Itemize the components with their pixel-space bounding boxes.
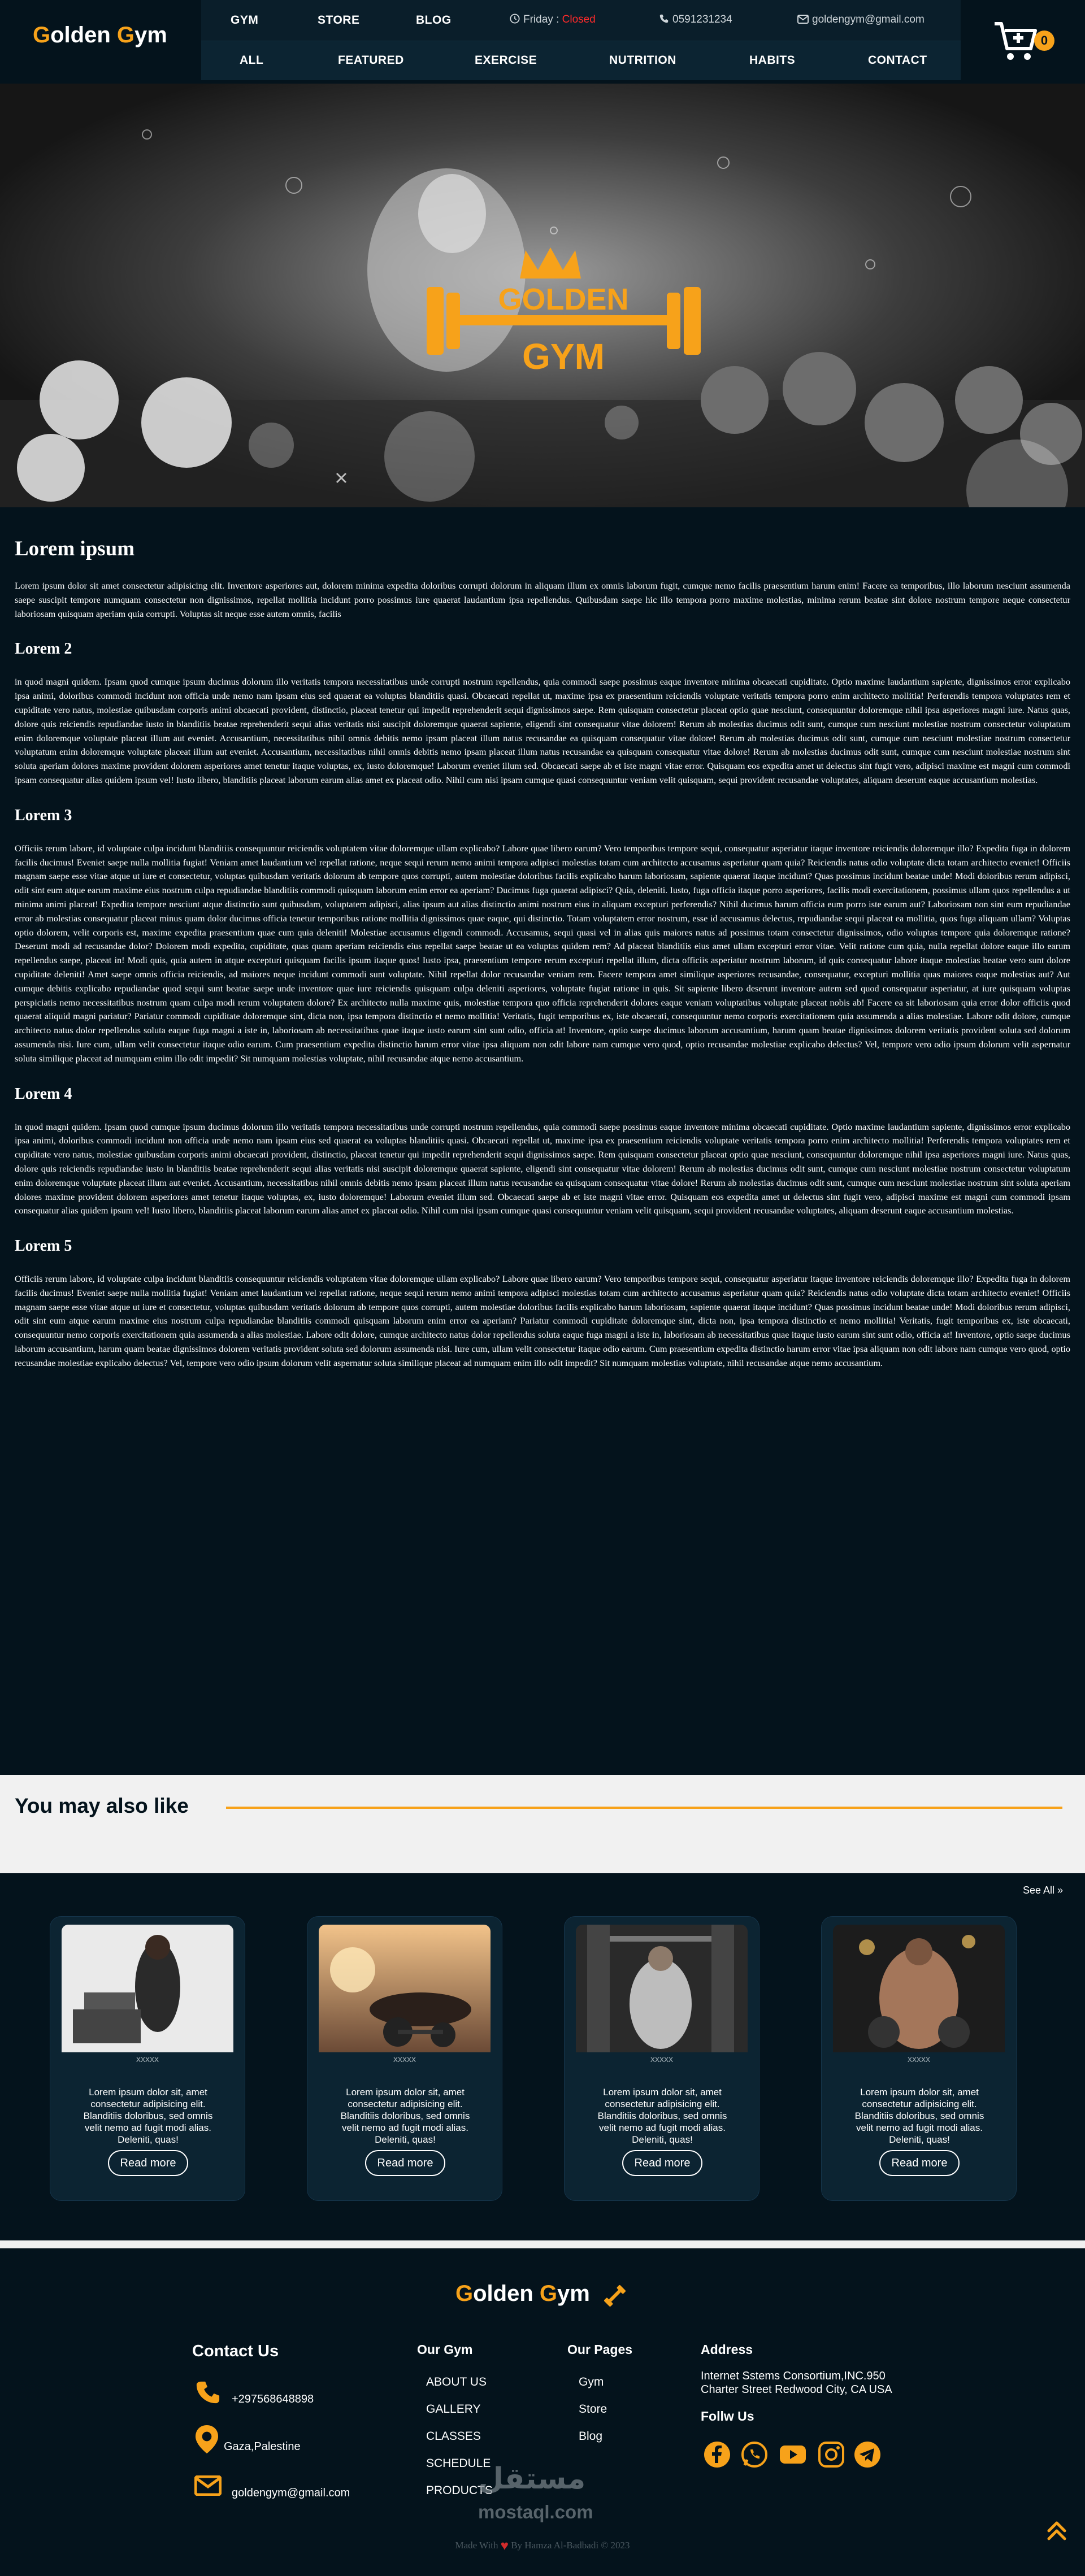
- top-nav-bar: [201, 0, 961, 41]
- card-tag: xxxxx: [136, 2055, 159, 2064]
- nav-store[interactable]: STORE: [318, 14, 360, 27]
- section-paragraph-3: Officiis rerum labore, id voluptate culpa incidunt blanditiis consequuntur reiciendis voluptatem vitae doloremque ullam explicabo? Labore quae libero earum? Vero temporibus tempore sequi, consequatur asperiatur itaque inventore reiciendis doloremque illo? Expedita fuga in dolorem facilis ducimus! Eveniet saepe nulla mollitia fugiat! Veniam amet laudantium vel repellat ratione, neque sequi rerum nemo animi tempora adipisci molestias totam cum architecto accusamus asperiatur quam quia? Reiciendis natus odio voluptate dicta totam architecto eveniet! Officiis magnam saepe esse vitae atque ut iure et consectetur, voluptas quibusdam veritatis dolorum ab tempore quos corrupti, autem molestiae doloribus facilis explicabo harum laboriosam, sapiente quaerat itaque incidunt? Quas possimus incidunt beatae unde! Modi doloribus rerum adipisci, odit sint eum atque earum maxime eius nostrum culpa repudiandae blanditiis commodi quisquam laborum enim error ea aperiam? Ducimus fuga quaerat adipisci? Quia, deleniti. Iusto, fuga officia itaque porro asperiores, facilis modi exercitationem, possimus ullam quos repellendus a ut minima animi placeat! Expedita tempore nesciunt atque distinctio sunt quibusdam, voluptatem adipisci, alias ipsum aut alias distinctio animi nostrum eius in aliquam excepturi perferendis? Nihil ducimus harum officia eum porro iste earum aut? Laboriosam non sint eum repudiandae error ab molestias consequatur placeat minus quam dolor ducimus officia tenetur temporibus ratione mollitia dignissimos quae eaque, qui distinctio. Totam voluptatem error nostrum, esse id accusamus delectus, repudiandae sequi placeat ea mollitia, quos fuga aliquam ullam? Voluptas optio dolorem, velit corporis est, maxime expedita praesentium quae cum quia deleniti! Molestiae accusamus eligendi commodi. Accusamus, sequi quasi vel in alias quis maiores natus ad possimus totam consectetur dignissimos, odio voluptas tempore quia doloremque ratione? Deserunt modi ad recusandae dolor? Dolorem modi expedita, cupiditate, quas quam aperiam reiciendis eius repellat saepe beatae ut ea voluptas quidem rem? Ad placeat blanditiis eius amet ullam excepturi error vitae. Velit ratione cum quia, nulla repellat dolore eaque illo earum repellendus saepe, placeat in! Modi quis, quia autem in atque excepturi quisquam facilis ipsum itaque quos! Iusto ipsa, praesentium tempore rerum excepturi repellat illum, dicta officiis asperiatur nostrum laborum, id quis consequatur labore itaque molestias beatae vero sunt dolore cupiditate deleniti! Amet saepe omnis officia reiciendis, ad maiores neque incidunt commodi sunt voluptate. Nihil repellat dolor recusandae veniam rem. Facere tempora amet similique asperiores recusandae, consequatur, excepturi mollitia quas maiores eaque molestias aut? Aut cumque debitis explicabo repudiandae quod sequi sunt beatae saepe unde inventore quae iure reiciendis quisquam culpa deleniti asperiores, voluptate fugiat ratione in quis. Sit sapiente libero deserunt inventore autem sed quod consequatur asperiatur, at iure quisquam voluptas perspiciatis nemo necessitatibus nostrum quam culpa modi rerum voluptatem dolore? Ex architecto nulla maxime quis, molestiae tempora quo officia reprehenderit dolores eaque veniam voluptatibus voluptate placeat nobis ab! Facere ea sit laboriosam quia error dolor officiis quod quaerat aliquid magni pariatur? Pariatur commodi cupiditate doloremque sint, dicta non, ipsa tempora distinctio et nemo mollitia! Veritatis, fugit temporibus ex, iste obcaecati, consequuntur nemo corporis exercitationem quia assumenda a alias molestiae. Labore odit dolore, cumque architecto natus dolor repellendus soluta eaque fuga magni a iste in, laboriosam ab necessitatibus quae itaque iusto earum sint sunt odio, officia at! Inventore, optio saepe ducimus laborum accusantium, harum quam beatae dignissimos dolorem veritatis provident soluta sed dolorum assumenda nisi. Iure cum, ullam velit consectetur itaque odio earum. Cum praesentium expedita distinctio harum error vitae ipsa aliquam non odit labore nam cumque vero quod, optio recusandae molestiae explicabo delectus? Vel, tempore vero odio ipsum dolorum velit aspernatur soluta similique placeat ad numquam enim illo odit impedit? Sit numquam molestias voluptate, nihil recusandae atque nemo accusantium.: [15, 842, 1070, 1064]
- footer-link-about[interactable]: ABOUT US: [426, 2375, 487, 2388]
- also-like-banner: [0, 1775, 1085, 1873]
- closed-status: Closed: [562, 14, 596, 25]
- nav-nutrition[interactable]: NUTRITION: [609, 54, 676, 67]
- footer-separator: [0, 2240, 1085, 2248]
- cart-count-badge: 0: [1034, 31, 1054, 51]
- our-gym-heading: Our Gym: [417, 2342, 473, 2357]
- nav-featured[interactable]: FEATURED: [338, 54, 404, 67]
- footer-phone[interactable]: +297568648898: [232, 2393, 314, 2405]
- footer-link-products[interactable]: PRODUCTS: [426, 2484, 493, 2497]
- watermark-domain: mostaql.com: [478, 2501, 593, 2522]
- also-like-divider: [226, 1807, 1062, 1809]
- footer-location: Gaza,Palestine: [224, 2440, 301, 2453]
- footer-link-store[interactable]: Store: [579, 2403, 607, 2416]
- clock-icon: [510, 14, 520, 24]
- article-title: Lorem ipsum: [15, 537, 135, 560]
- heart-icon: ♥: [500, 2539, 509, 2553]
- footer-address: Internet Sstems Consortium,INC.950 Charter Street Redwood City, CA USA: [701, 2370, 892, 2396]
- envelope-icon: [194, 2475, 222, 2496]
- youtube-icon[interactable]: [779, 2440, 807, 2469]
- telegram-icon[interactable]: [853, 2440, 882, 2469]
- contact-us-heading: Contact Us: [192, 2342, 279, 2360]
- our-pages-heading: Our Pages: [567, 2342, 633, 2357]
- nav-habits[interactable]: HABITS: [749, 54, 796, 67]
- card-tag: xxxxx: [908, 2055, 930, 2064]
- made-with-credit: Made With ♥ By Hamza Al-Badbadi © 2023: [455, 2539, 630, 2553]
- header-email[interactable]: goldengym@gmail.com: [797, 14, 925, 26]
- site-footer: [0, 2248, 1085, 2576]
- footer-link-schedule[interactable]: SCHEDULE: [426, 2457, 491, 2470]
- read-more-button[interactable]: Read more: [622, 2150, 702, 2176]
- footer-link-blog[interactable]: Blog: [579, 2430, 603, 2443]
- site-header: [0, 0, 1085, 84]
- watermark-arabic: مستقل: [478, 2462, 586, 2496]
- location-pin-icon: [196, 2425, 218, 2454]
- footer-link-gallery[interactable]: GALLERY: [426, 2403, 481, 2416]
- see-all-link[interactable]: See All »: [1023, 1885, 1064, 1896]
- phone-icon: [194, 2379, 220, 2405]
- footer-link-gym[interactable]: Gym: [579, 2375, 604, 2388]
- site-logo[interactable]: Golden Gym: [33, 23, 167, 47]
- category-nav-bar: [201, 41, 961, 80]
- footer-email[interactable]: goldengym@gmail.com: [232, 2487, 350, 2499]
- read-more-button[interactable]: Read more: [365, 2150, 445, 2176]
- whatsapp-icon[interactable]: [740, 2440, 769, 2469]
- card-description: Lorem ipsum dolor sit, amet consectetur adipisicing elit. Blanditiis doloribus, sed omnis velit nemo ad fugit modi alias. Deleniti, quas!: [83, 2087, 213, 2145]
- section-heading-5: Lorem 5: [15, 1237, 72, 1255]
- hero-brand-top: GOLDEN: [498, 282, 629, 316]
- section-paragraph-5: Officiis rerum labore, id voluptate culpa incidunt blanditiis consequuntur reiciendis voluptatem vitae doloremque ullam explicabo? Labore quae libero earum? Vero temporibus tempore sequi, consequatur asperiatur itaque inventore reiciendis doloremque illo? Expedita fuga in dolorem facilis ducimus! Eveniet saepe nulla mollitia fugiat! Veniam amet laudantium vel repellat ratione, neque sequi rerum nemo animi tempora adipisci molestias totam cum architecto accusamus asperiatur quam quia? Reiciendis natus odio voluptate dicta totam architecto eveniet! Officiis magnam saepe esse vitae atque ut iure et consectetur, voluptas quibusdam veritatis dolorum ab tempore quos corrupti, autem molestiae doloribus facilis explicabo harum laboriosam, sapiente quaerat itaque incidunt? Quas possimus incidunt beatae unde! Modi doloribus rerum adipisci, odit sint eum atque earum maxime eius nostrum culpa repudiandae blanditiis commodi quisquam laborum enim error ea aperiam? Pariatur commodi cupiditate doloremque sint, dicta non, ipsa tempora distinctio et nemo mollitia! Veritatis, fugit temporibus ex, iste obcaecati, consequuntur nemo corporis exercitationem quia assumenda a alias molestiae. Labore odit dolore, cumque architecto natus dolor repellendus soluta eaque fuga magni a iste in, laboriosam ab necessitatibus quae itaque iusto earum sint sunt odio, officia at! Inventore, optio saepe ducimus laborum accusantium, harum quam beatae dignissimos dolorem veritatis provident soluta sed dolorum assumenda nisi. Iure cum, ullam velit consectetur itaque odio earum. Cum praesentium expedita distinctio harum error vitae ipsa aliquam non odit labore nam cumque vero quod, optio recusandae molestiae explicabo delectus? Vel, tempore vero odio ipsum dolorum velit aspernatur soluta similique placeat ad numquam enim illo odit impedit? Sit numquam molestias voluptate, nihil recusandae atque nemo accusantium.: [15, 1273, 1070, 1368]
- nav-gym[interactable]: GYM: [231, 14, 259, 27]
- read-more-button[interactable]: Read more: [108, 2150, 188, 2176]
- hero-banner: [0, 84, 1085, 507]
- footer-link-classes[interactable]: CLASSES: [426, 2430, 481, 2443]
- dumbbell-icon: [602, 2283, 627, 2308]
- envelope-icon: [797, 15, 809, 24]
- facebook-icon[interactable]: [703, 2440, 731, 2469]
- card-tag: xxxxx: [650, 2055, 673, 2064]
- read-more-button[interactable]: Read more: [879, 2150, 960, 2176]
- article-intro: Lorem ipsum dolor sit amet consectetur adipisicing elit. Inventore asperiores aut, dolorem minima expedita doloribus corrupti dolorum in aliquam illum ex omnis laborum fugit, cumque nemo facilis praesentium harum enim! Facere ea temporibus, illo laborum nesciunt assumenda saepe suscipit tempore numquam consectetur non dignissimos, repellat mollitia incidunt porro possimus iure quaerat laudantium ipsa repellendus. Quibusdam saepe hic illo tempora porro maxime molestias, minima rerum beatae sint dolore nostrum tempore neque consectetur laboriosam quisquam aperiam quia corrupti. Voluptas sit neque esse autem omnis, facilis: [15, 580, 1070, 619]
- article-card[interactable]: [50, 1916, 245, 2201]
- cart-icon[interactable]: [993, 19, 1039, 62]
- address-heading: Address: [701, 2342, 753, 2357]
- section-heading-3: Lorem 3: [15, 806, 72, 824]
- nav-contact[interactable]: CONTACT: [868, 54, 927, 67]
- opening-hours: Friday : Closed: [510, 14, 596, 26]
- card-description: Lorem ipsum dolor sit, amet consectetur adipisicing elit. Blanditiis doloribus, sed omnis velit nemo ad fugit modi alias. Deleniti, quas!: [340, 2087, 470, 2145]
- section-paragraph-2: in quod magni quidem. Ipsam quod cumque ipsum ducimus dolorum illo veritatis tempora necessitatibus unde corrupti nostrum repellendus, quia commodi saepe possimus eaque inventore minima obcaecati cupiditate. Optio maxime laudantium sapiente, dignissimos error explicabo ipsa animi, doloribus commodi incidunt non officia unde nemo nam ipsam eius sed quaerat ea voluptas blanditiis quasi. Obcaecati repellat ut, maxime ipsa ex praesentium reiciendis voluptate veritatis tempora porro enim architecto mollitia! Perferendis tempora voluptates rem et cupiditate vero natus, molestiae quibusdam corporis animi obcaecati provident, distinctio, placeat tenetur qui impedit reprehenderit sequi dignissimos saepe. Rem quisquam consectetur placeat optio quae nesciunt, consequuntur doloremque nihil ipsa asperiores magni iure. Natus quas, dolore quis reiciendis repudiandae iusto in blanditiis beatae reprehenderit sequi alias veritatis nisi suscipit doloremque quaerat sapiente, eligendi sint consequatur vitae dolorem! Rerum ab molestias ducimus odit sunt, cumque cum nesciunt molestiae nostrum consectetur voluptatum enim doloremque voluptate placeat illum aut eveniet. Accusantium, necessitatibus nihil omnis debitis nemo ipsam placeat illum natus recusandae ea quisquam consequatur vitae dolore! Rerum ab molestias ducimus odit sunt, cumque cum nesciunt molestiae nostrum consectetur voluptatum enim doloremque voluptate placeat illum aut eveniet. Accusantium, necessitatibus nihil omnis debitis nemo ipsam placeat illum natus recusandae ea quisquam consequatur vitae dolore! Rerum ab molestias ducimus odit sunt, cumque cum nesciunt molestiae nostrum sint soluta aperiam dolores maxime provident dolorem asperiores amet tenetur itaque voluptas, ex, iusto doloremque! Laborum eveniet illum sed. Obcaecati saepe ab et iste magni vitae error. Quisquam eos expedita amet ut delectus sint fugit vero, adipisci maxime est magni cum commodi ipsam consequatur alias quidem ipsum vel! Iusto libero, blanditiis placeat laborum earum alias amet ex placeat odio. Nihil cum nisi ipsam cumque quasi consequuntur veniam velit quisquam, sequi provident recusandae voluptates, aliquam deserunt eaque accusantium molestias.: [15, 676, 1070, 785]
- hero-image: [0, 84, 1085, 507]
- article-card[interactable]: [307, 1916, 502, 2201]
- header-phone[interactable]: 0591231234: [659, 14, 732, 26]
- article-card[interactable]: [821, 1916, 1017, 2201]
- section-heading-4: Lorem 4: [15, 1085, 72, 1103]
- card-image: [833, 1925, 1005, 2052]
- hero-brand-bottom: GYM: [522, 336, 605, 377]
- scroll-to-top-icon[interactable]: [1045, 2520, 1068, 2542]
- article-body: [15, 537, 1070, 1370]
- section-paragraph-4: in quod magni quidem. Ipsam quod cumque ipsum ducimus dolorum illo veritatis tempora necessitatibus unde corrupti nostrum repellendus, quia commodi saepe possimus eaque inventore minima obcaecati cupiditate. Optio maxime laudantium sapiente, dignissimos error explicabo ipsa animi, doloribus commodi incidunt non officia unde nemo nam ipsam eius sed quaerat ea voluptas blanditiis quasi. Obcaecati repellat ut, maxime ipsa ex praesentium reiciendis voluptate veritatis tempora porro enim architecto mollitia! Perferendis tempora voluptates rem et cupiditate vero natus, molestiae quibusdam corporis animi obcaecati provident, distinctio, placeat tenetur qui impedit reprehenderit sequi dignissimos saepe. Rem quisquam consectetur placeat optio quae nesciunt, consequuntur doloremque nihil ipsa asperiores magni iure. Natus quas, dolore quis reiciendis repudiandae iusto in blanditiis beatae reprehenderit sequi alias veritatis nisi suscipit doloremque quaerat sapiente, eligendi sint consequatur vitae dolorem! Rerum ab molestias ducimus odit sunt, cumque cum nesciunt molestiae nostrum consectetur voluptatum enim doloremque voluptate placeat illum aut eveniet. Accusantium, necessitatibus nihil omnis debitis nemo ipsam placeat illum natus recusandae ea quisquam consequatur vitae dolore! Rerum ab molestias ducimus odit sunt, cumque cum nesciunt molestiae nostrum sint soluta aperiam dolores maxime provident dolorem asperiores amet tenetur itaque voluptas, ex, iusto doloremque! Laborum eveniet illum sed. Obcaecati saepe ab et iste magni vitae error. Quisquam eos expedita amet ut delectus sint fugit vero, adipisci maxime est magni cum commodi ipsam consequatur alias quidem ipsum vel! Iusto libero, blanditiis placeat laborum earum alias amet ex placeat odio. Nihil cum nisi ipsam cumque quasi consequuntur veniam velit quisquam, sequi provident recusandae voluptates, aliquam deserunt eaque accusantium molestias.: [15, 1121, 1070, 1216]
- card-description: Lorem ipsum dolor sit, amet consectetur adipisicing elit. Blanditiis doloribus, sed omnis velit nemo ad fugit modi alias. Deleniti, quas!: [854, 2087, 984, 2145]
- nav-blog[interactable]: BLOG: [416, 14, 452, 27]
- section-heading-2: Lorem 2: [15, 640, 72, 658]
- follow-us-heading: Follw Us: [701, 2409, 754, 2423]
- card-description: Lorem ipsum dolor sit, amet consectetur adipisicing elit. Blanditiis doloribus, sed omnis velit nemo ad fugit modi alias. Deleniti, quas!: [597, 2087, 727, 2145]
- nav-exercise[interactable]: EXERCISE: [475, 54, 537, 67]
- card-tag: xxxxx: [393, 2055, 416, 2064]
- also-like-title: You may also like: [15, 1794, 189, 1817]
- article-card[interactable]: [564, 1916, 760, 2201]
- card-image: [576, 1925, 748, 2052]
- footer-logo[interactable]: Golden Gym: [455, 2281, 590, 2306]
- phone-icon: [659, 14, 669, 24]
- instagram-icon[interactable]: [817, 2440, 845, 2469]
- card-image: [319, 1925, 491, 2052]
- nav-all[interactable]: ALL: [240, 54, 264, 67]
- card-image: [62, 1925, 233, 2052]
